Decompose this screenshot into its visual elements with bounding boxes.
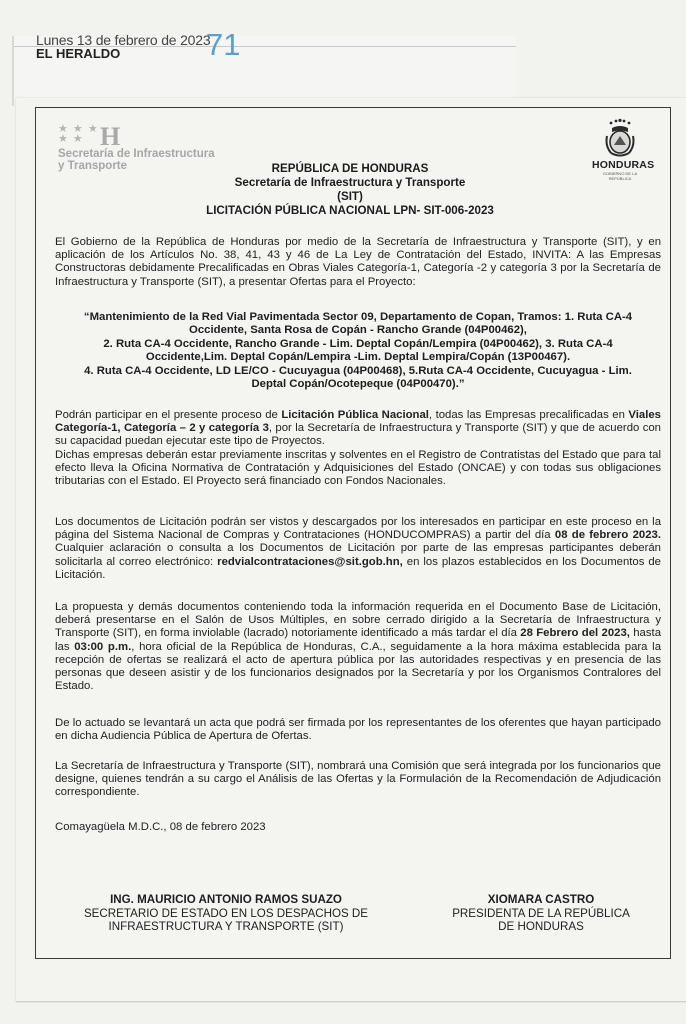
president-title2: DE HONDURAS: [498, 920, 584, 933]
project-line6: Deptal Copán/Ocotepeque (04P00470).”: [251, 378, 465, 391]
p3-text-a: Podrán participar en el presente proceso de: [55, 409, 282, 421]
p3-bold-licitacion: Licitación Pública Nacional: [281, 409, 429, 421]
project-description: [55, 311, 661, 391]
heading-line2: Secretaría de Infraestructura y Transporte: [234, 176, 466, 189]
p5-text-a: La propuesta y demás documentos conteniendo toda la información requerida en el Documento Base de Licitación, deberá presentarse en el Salón de Usos Múltiples, en sobre cerrado dirigido a la Secretaría de Infraestructura y Transporte (SIT), en forma inviolable (lacrado) notoriamente identificado a más tardar el día: [55, 601, 661, 640]
signature-president: [432, 893, 650, 934]
p4-bold-date: 08 de febrero 2023.: [554, 529, 661, 542]
project-line1: “Mantenimiento de la Red Vial Pavimentada Sector 09, Departamento de Copan, Tramos: 1. Ruta CA-4: [83, 311, 633, 323]
sit-logo-letter: H: [100, 122, 121, 151]
p5-text-c: hasta las: [55, 627, 662, 653]
p3-bold-categorias: Viales Categoría-1, Categoría – 2 y categoría 3: [55, 409, 661, 435]
project-line4: Occidente,Lim. Deptal Copán/Lempira -Lim. Deptal Lempira/Copán (13P00467).: [145, 351, 571, 364]
p4-text-a: Los documentos de Licitación podrán ser vistos y descargados por los interesados en participar en este proceso en la página del Sistema Nacional de Compras y Contrataciones (HONDUCOMPRAS) a partir del día: [55, 516, 661, 542]
p3-text-e: , por la Secretaría de Infraestructura y Transporte (SIT) y que de acuerdo con su capacidad puedan ejecutar este tipo de Proyectos.: [55, 422, 661, 448]
secretary-name: ING. MAURICIO ANTONIO RAMOS SUAZO: [110, 893, 342, 906]
p4-text-c: Cualquier aclaración o consulta a los Documentos de Licitación por parte de las empresas participantes deberán solicitarla al correo electrónico:: [55, 542, 661, 568]
project-line2: Occidente, Santa Rosa de Copán - Rancho Grande (04P00462),: [189, 324, 527, 337]
paragraph-invitation: El Gobierno de la República de Honduras por medio de la Secretaría de Infraestructura y Transporte (SIT), y en aplicación de los Artículos No. 38, 41, 43 y 46 de La Ley de Contratación del Estado, INVITA: A las Empresas Constructoras debidamente Precalificadas en Obras Viales Categoría-1, Categoría -2 y categoría 3 por la Secretaría de Infraestructura y Transporte (SIT), a presentar Ofertas para el Proyecto:: [55, 236, 661, 288]
place-and-date: Comayagüela M.D.C., 08 de febrero 2023: [55, 821, 266, 833]
honduras-emblem: [592, 118, 655, 182]
p3-text-c: , todas las Empresas precalificadas en: [428, 409, 629, 421]
heading-line4: LICITACIÓN PÚBLICA NACIONAL LPN- SIT-006-2023: [206, 204, 494, 217]
p5-text-e: , hora oficial de la República de Honduras, C.A., seguidamente a la hora máxima establecida para la recepción de ofertas se realizará el acto de apertura pública por las autoridades respectivas y en presencia de las personas que deseen asistir y de los funcionarios designados por la Secretaría y por los Organismos Contralores del Estado.: [55, 640, 661, 693]
p4-text-e: en los plazos establecidos en los Documentos de Licitación.: [55, 555, 661, 581]
paragraph-participation: [55, 409, 661, 488]
paragraph-documents: [55, 516, 661, 582]
newspaper-date: Lunes 13 de febrero de 2023: [36, 32, 211, 48]
project-line5: 4. Ruta CA-4 Occidente, LD LE/CO - Cucuyagua (04P00468), 5.Ruta CA-4 Occidente, Cucuyagua - Lim.: [84, 364, 632, 377]
contact-email: redvialcontrataciones@sit.gob.hn,: [217, 555, 403, 568]
stars-icon: ★ ★ ★ ★ ★: [58, 123, 99, 145]
p5-bold-deadline-date: 28 Febrero del 2023,: [520, 627, 630, 640]
signature-secretary: [55, 893, 397, 934]
heading-line3: (SIT): [337, 190, 363, 203]
honduras-tagline: GOBIERNO DE LA REPÚBLICA: [602, 171, 638, 181]
heading-line1: REPÚBLICA DE HONDURAS: [271, 162, 429, 175]
paragraph-submission: [55, 601, 661, 693]
project-line3: 2. Ruta CA-4 Occidente, Rancho Grande - Lim. Deptal Copán/Lempira (04P00462), 3. Ruta CA-4: [103, 337, 613, 350]
notice-heading: [150, 162, 550, 218]
newspaper-name: EL HERALDO: [36, 46, 121, 61]
sit-logo-line1: Secretaría de Infraestructura: [58, 148, 215, 160]
page-number: 71: [206, 27, 241, 62]
coat-of-arms-icon: [603, 118, 637, 158]
president-name: XIOMARA CASTRO: [487, 893, 595, 906]
clipping-bottom-edge: [16, 1001, 686, 1002]
honduras-wordmark: HONDURAS: [592, 159, 655, 171]
p5-bold-deadline-time: 03:00 p.m.: [74, 640, 132, 653]
p3-registration: Dichas empresas deberán estar previamente inscritas y solventes en el Registro de Contratistas del Estado que para tal efecto lleva la Oficina Normativa de Contratación y Adquisiciones del Estado (ONCAE) y con todas sus obligaciones tributarias con el Estado. El Proyecto será financiado con Fondos Nacionales.: [55, 448, 661, 488]
secretary-title2: INFRAESTRUCTURA Y TRANSPORTE (SIT): [108, 920, 344, 933]
secretary-title1: SECRETARIO DE ESTADO EN LOS DESPACHOS DE: [83, 906, 369, 920]
president-title1: PRESIDENTA DE LA REPÚBLICA: [452, 906, 630, 920]
paragraph-minutes: De lo actuado se levantará un acta que podrá ser firmada por los representantes de los oferentes que hayan participado en dicha Audiencia Pública de Apertura de Ofertas.: [55, 717, 661, 743]
paragraph-commission: La Secretaría de Infraestructura y Transporte (SIT), nombrará una Comisión que será integrada por los funcionarios que designe, quienes tendrán a su cargo el Análisis de las Ofertas y la Formulación de la Recomendación de Adjudicación correspondiente.: [55, 760, 661, 799]
sit-logo-line2: y Transporte: [58, 160, 128, 172]
